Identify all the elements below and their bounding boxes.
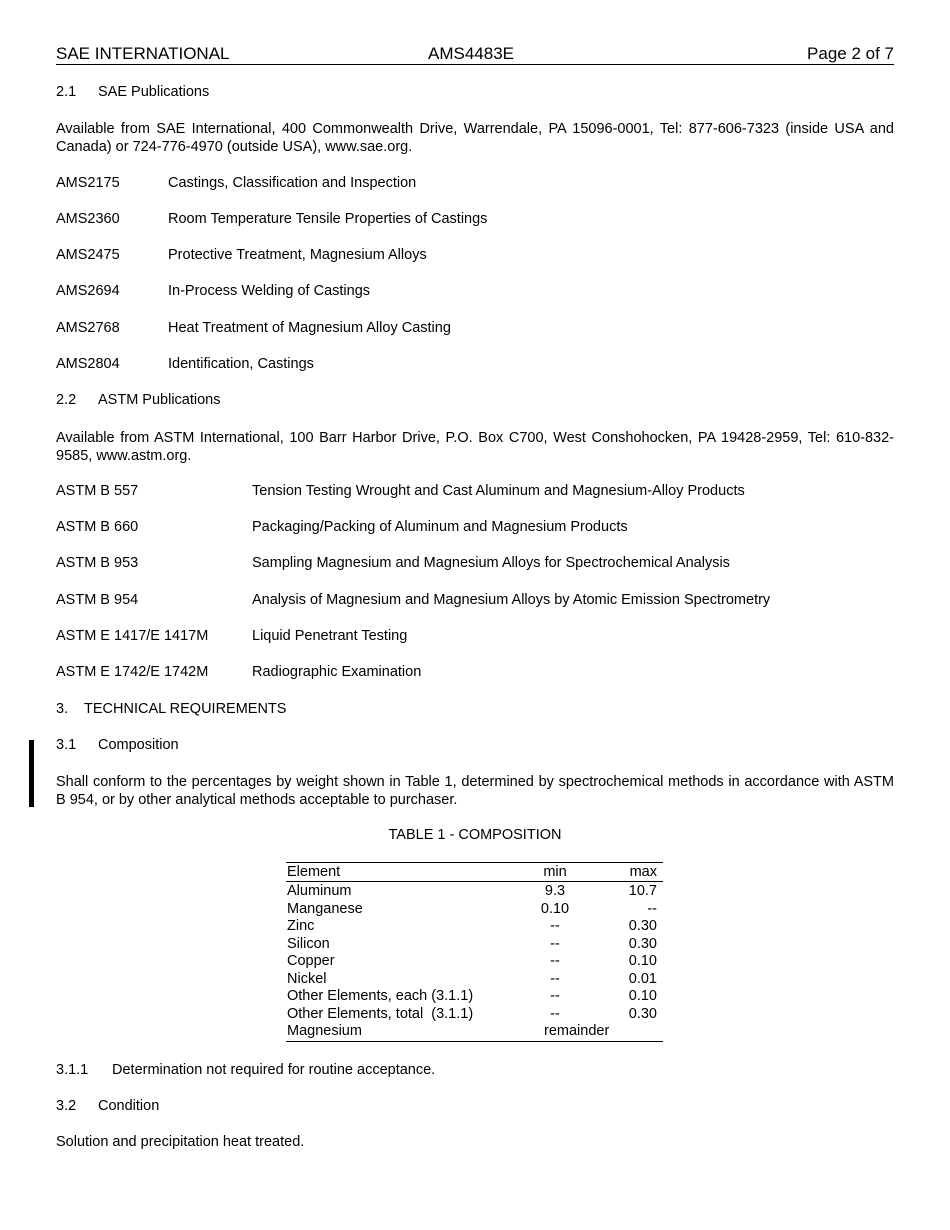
- header-org: SAE INTERNATIONAL: [56, 44, 230, 63]
- section-3-number: 3.: [56, 701, 69, 717]
- element-cell: Copper: [287, 953, 335, 969]
- min-cell: --: [550, 918, 560, 934]
- table-row: [287, 953, 663, 971]
- table-row: [287, 1006, 663, 1024]
- section-2-2-number: 2.2: [56, 392, 77, 408]
- table-header-element: Element: [287, 864, 341, 880]
- sae-ref-code: AMS2360: [56, 211, 120, 227]
- element-cell: Magnesium: [287, 1023, 362, 1039]
- section-3-1-text: Shall conform to the percentages by weight shown in Table 1, determined by spectrochemical methods in accordance with ASTM B 954, or by other analytical methods acceptable to purchaser.: [56, 774, 894, 808]
- table-header-max: max: [629, 864, 657, 880]
- element-cell: Nickel: [287, 970, 327, 987]
- table-row: [287, 918, 663, 936]
- astm-ref-code: ASTM B 954: [56, 592, 139, 608]
- min-cell: --: [550, 1005, 560, 1022]
- sae-ref-title: Identification, Castings: [168, 356, 314, 372]
- sae-ref-code: AMS2475: [56, 247, 120, 263]
- table-header-min: min: [543, 864, 567, 880]
- min-cell: --: [550, 935, 560, 952]
- astm-ref-code: ASTM B 557: [56, 483, 139, 499]
- section-3-1-1-number: 3.1.1: [56, 1062, 89, 1078]
- min-cell: --: [550, 953, 560, 969]
- min-cell: 9.3: [544, 883, 566, 899]
- table-row: [287, 971, 663, 989]
- section-2-1-text: Available from SAE International, 400 Commonwealth Drive, Warrendale, PA 15096-0001, Tel: 877-606-7323 (inside USA and Canada) or 724-776-4970 (outside USA), www.sae.org.: [56, 121, 894, 155]
- table-top-rule: [286, 862, 663, 863]
- min-cell: --: [550, 988, 560, 1004]
- sae-ref-title: In-Process Welding of Castings: [168, 283, 371, 299]
- section-3-2-text: Solution and precipitation heat treated.: [56, 1134, 305, 1150]
- section-2-2-text: Available from ASTM International, 100 Barr Harbor Drive, P.O. Box C700, West Conshohocken, PA 19428-2959, Tel: 610-832-9585, www.astm.org.: [56, 430, 894, 464]
- table-row: [287, 936, 663, 954]
- table-header-row: [287, 864, 663, 882]
- element-cell: Zinc: [287, 918, 315, 934]
- header-page-number: Page 2 of 7: [807, 44, 894, 63]
- max-cell: 0.30: [628, 935, 657, 952]
- sae-ref-code: AMS2175: [56, 175, 120, 191]
- astm-ref-title: Sampling Magnesium and Magnesium Alloys for Spectrochemical Analysis: [252, 555, 730, 571]
- max-cell: 0.30: [628, 918, 657, 934]
- table-row: [287, 1023, 663, 1041]
- section-3-2-title: Condition: [98, 1098, 160, 1114]
- remainder-cell: remainder: [544, 1023, 610, 1039]
- max-cell: 0.10: [628, 953, 657, 969]
- section-3-1-title: Composition: [98, 737, 179, 753]
- element-cell: Manganese: [287, 900, 363, 917]
- max-cell: 0.10: [628, 988, 657, 1004]
- section-2-2-title: ASTM Publications: [98, 392, 221, 408]
- element-cell: Other Elements, each (3.1.1): [287, 988, 474, 1004]
- element-cell: Aluminum: [287, 883, 352, 899]
- section-2-1-number: 2.1: [56, 84, 77, 100]
- sae-ref-title: Room Temperature Tensile Properties of Castings: [168, 211, 488, 227]
- sae-ref-code: AMS2768: [56, 320, 120, 336]
- sae-ref-code: AMS2804: [56, 356, 120, 372]
- section-3-1-number: 3.1: [56, 737, 77, 753]
- table-row: [287, 901, 663, 919]
- section-2-1-title: SAE Publications: [98, 84, 210, 100]
- page-header: [56, 44, 894, 65]
- astm-ref-title: Analysis of Magnesium and Magnesium Alloys by Atomic Emission Spectrometry: [252, 592, 771, 608]
- sae-ref-title: Heat Treatment of Magnesium Alloy Casting: [168, 320, 451, 336]
- section-3-1-1-text: Determination not required for routine acceptance.: [112, 1062, 436, 1078]
- header-doc-number: AMS4483E: [428, 44, 514, 63]
- table-row: [287, 988, 663, 1006]
- max-cell: 0.30: [628, 1005, 657, 1022]
- astm-ref-title: Liquid Penetrant Testing: [252, 628, 408, 644]
- astm-ref-title: Radiographic Examination: [252, 664, 422, 680]
- section-3-title: TECHNICAL REQUIREMENTS: [84, 701, 287, 717]
- element-cell: Silicon: [287, 935, 330, 952]
- astm-ref-code: ASTM E 1417/E 1417M: [56, 628, 209, 644]
- max-cell: --: [647, 900, 657, 917]
- section-3-2-number: 3.2: [56, 1098, 77, 1114]
- astm-ref-code: ASTM E 1742/E 1742M: [56, 664, 209, 680]
- element-cell: Other Elements, total (3.1.1): [287, 1005, 474, 1022]
- min-cell: 0.10: [540, 900, 570, 917]
- table-row: [287, 883, 663, 901]
- table-caption: TABLE 1 - COMPOSITION: [388, 827, 562, 843]
- max-cell: 10.7: [628, 883, 657, 899]
- table-bottom-rule: [286, 1041, 663, 1042]
- astm-ref-title: Tension Testing Wrought and Cast Aluminum and Magnesium-Alloy Products: [252, 483, 745, 499]
- max-cell: 0.01: [628, 970, 657, 987]
- astm-ref-title: Packaging/Packing of Aluminum and Magnesium Products: [252, 519, 628, 535]
- sae-ref-code: AMS2694: [56, 283, 120, 299]
- table-header-rule: [286, 881, 663, 882]
- astm-ref-code: ASTM B 953: [56, 555, 139, 571]
- sae-ref-title: Protective Treatment, Magnesium Alloys: [168, 247, 427, 263]
- min-cell: --: [550, 970, 560, 987]
- sae-ref-title: Castings, Classification and Inspection: [168, 175, 417, 191]
- revision-change-bar: [29, 740, 34, 807]
- astm-ref-code: ASTM B 660: [56, 519, 139, 535]
